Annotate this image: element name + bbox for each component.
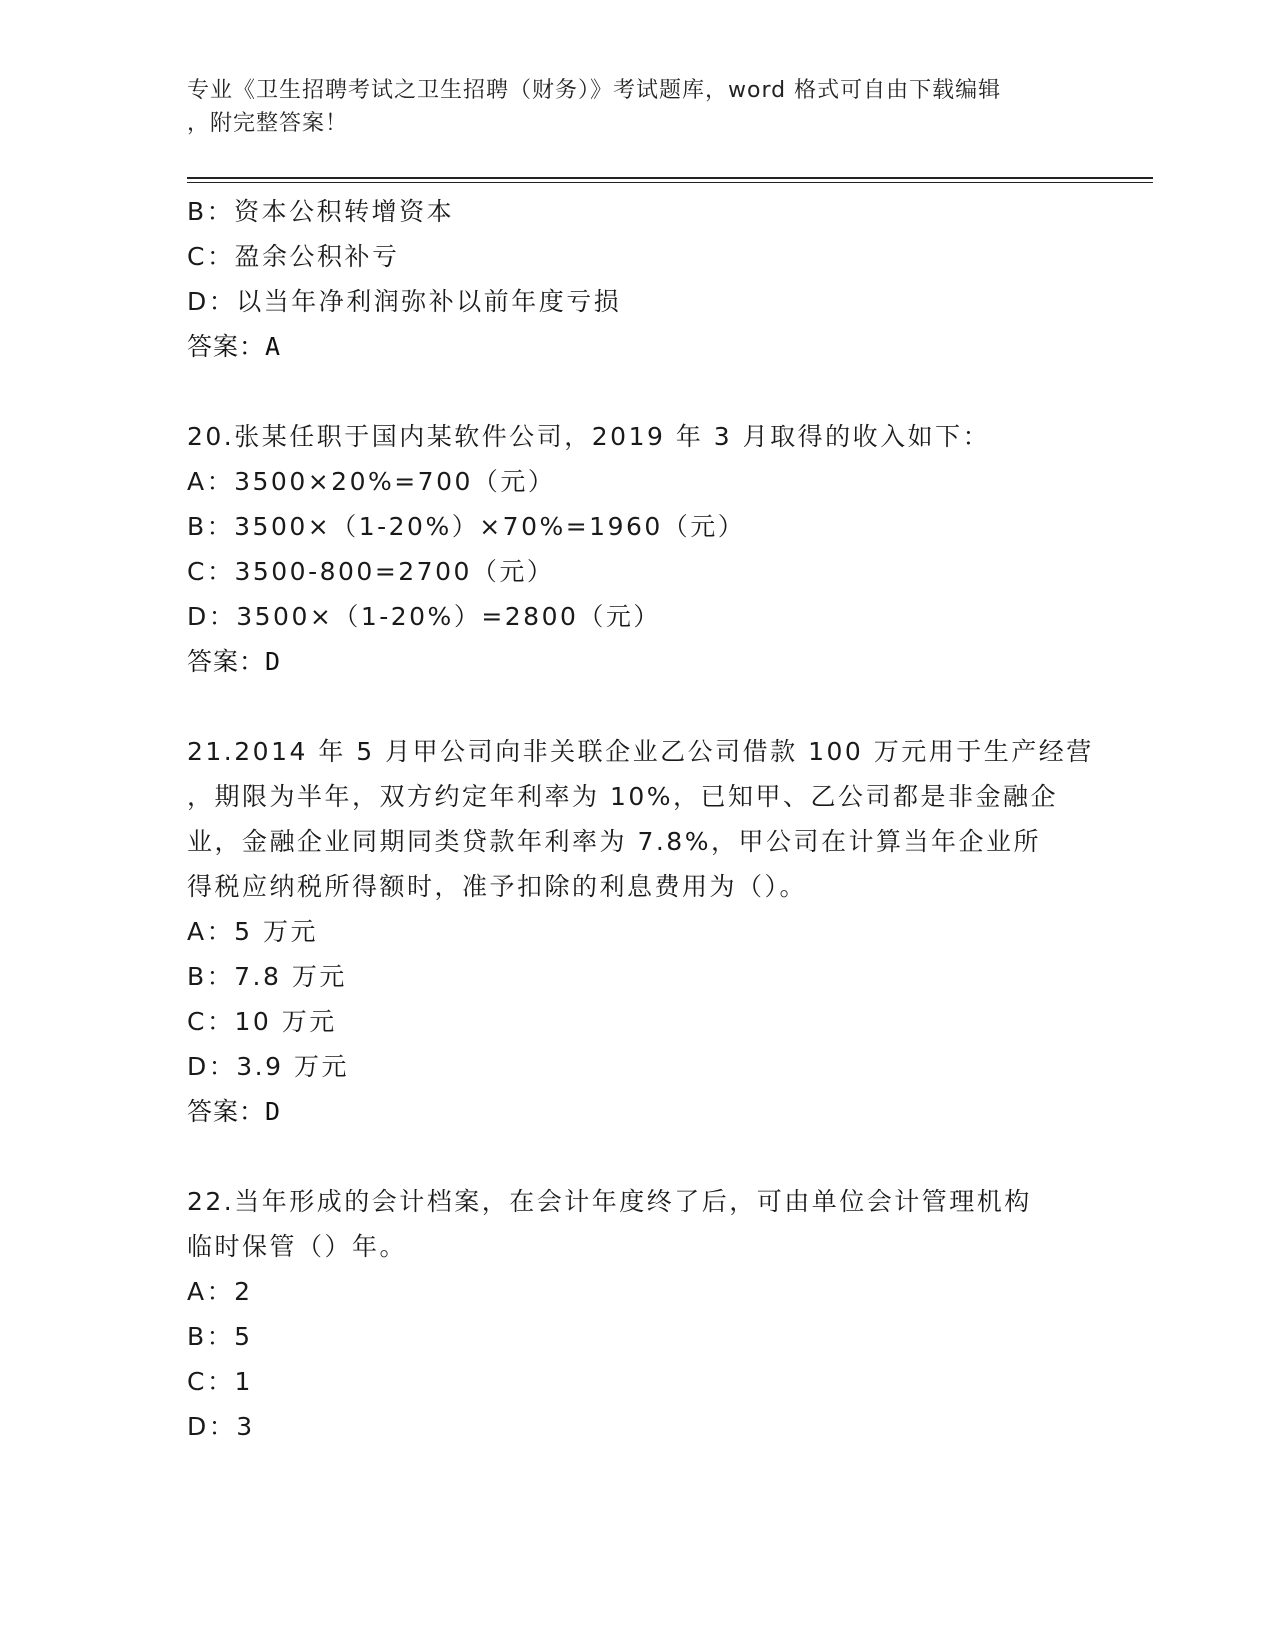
q22-stem-line-1: 22.当年形成的会计档案，在会计年度终了后，可由单位会计管理机构 <box>187 1187 1032 1216</box>
q19-option-b: B：资本公积转增资本 <box>187 197 455 226</box>
answer-label: 答案： <box>187 332 266 361</box>
q22-option-c: C：1 <box>187 1367 253 1396</box>
q19-option-c: C：盈余公积补亏 <box>187 242 400 271</box>
q21-answer <box>187 1092 281 1128</box>
q21-option-b: B：7.8 万元 <box>187 962 347 991</box>
header-divider-thin <box>187 182 1153 183</box>
q22-stem-line-2: 临时保管（）年。 <box>187 1232 408 1261</box>
q22-option-b: B：5 <box>187 1322 253 1351</box>
q20-answer <box>187 642 281 678</box>
answer-label: 答案： <box>187 1097 266 1126</box>
q21-option-c: C：10 万元 <box>187 1007 337 1036</box>
q20-option-c: C：3500-800=2700（元） <box>187 557 555 586</box>
q21-stem-line-1: 21.2014 年 5 月甲公司向非关联企业乙公司借款 100 万元用于生产经营 <box>187 737 1094 766</box>
q20-option-a: A：3500×20%=700（元） <box>187 467 556 496</box>
answer-value: A <box>265 332 282 361</box>
q19-answer <box>187 327 281 363</box>
q21-stem-line-2: ，期限为半年，双方约定年利率为 10%，已知甲、乙公司都是非金融企 <box>187 782 1059 811</box>
q21-stem-line-3: 业，金融企业同期同类贷款年利率为 7.8%，甲公司在计算当年企业所 <box>187 827 1041 856</box>
header-line-2: ，附完整答案！ <box>187 111 349 136</box>
q20-stem: 20.张某任职于国内某软件公司，2019 年 3 月取得的收入如下： <box>187 422 991 451</box>
q22-option-a: A：2 <box>187 1277 253 1306</box>
q19-option-d: D：以当年净利润弥补以前年度亏损 <box>187 287 622 316</box>
header-line-1: 专业《卫生招聘考试之卫生招聘（财务）》考试题库，word 格式可自由下载编辑 <box>187 78 1002 103</box>
q22-option-d: D：3 <box>187 1412 255 1441</box>
answer-label: 答案： <box>187 647 266 676</box>
q21-option-a: A：5 万元 <box>187 917 318 946</box>
document-header <box>187 74 1067 140</box>
q21-stem-line-4: 得税应纳税所得额时，准予扣除的利息费用为（）。 <box>187 872 808 901</box>
q21-option-d: D：3.9 万元 <box>187 1052 349 1081</box>
q20-option-b: B：3500×（1-20%）×70%=1960（元） <box>187 512 746 541</box>
answer-value: D <box>265 647 282 676</box>
answer-value: D <box>265 1097 282 1126</box>
header-divider-thick <box>187 177 1153 179</box>
q20-option-d: D：3500×（1-20%）=2800（元） <box>187 602 661 631</box>
